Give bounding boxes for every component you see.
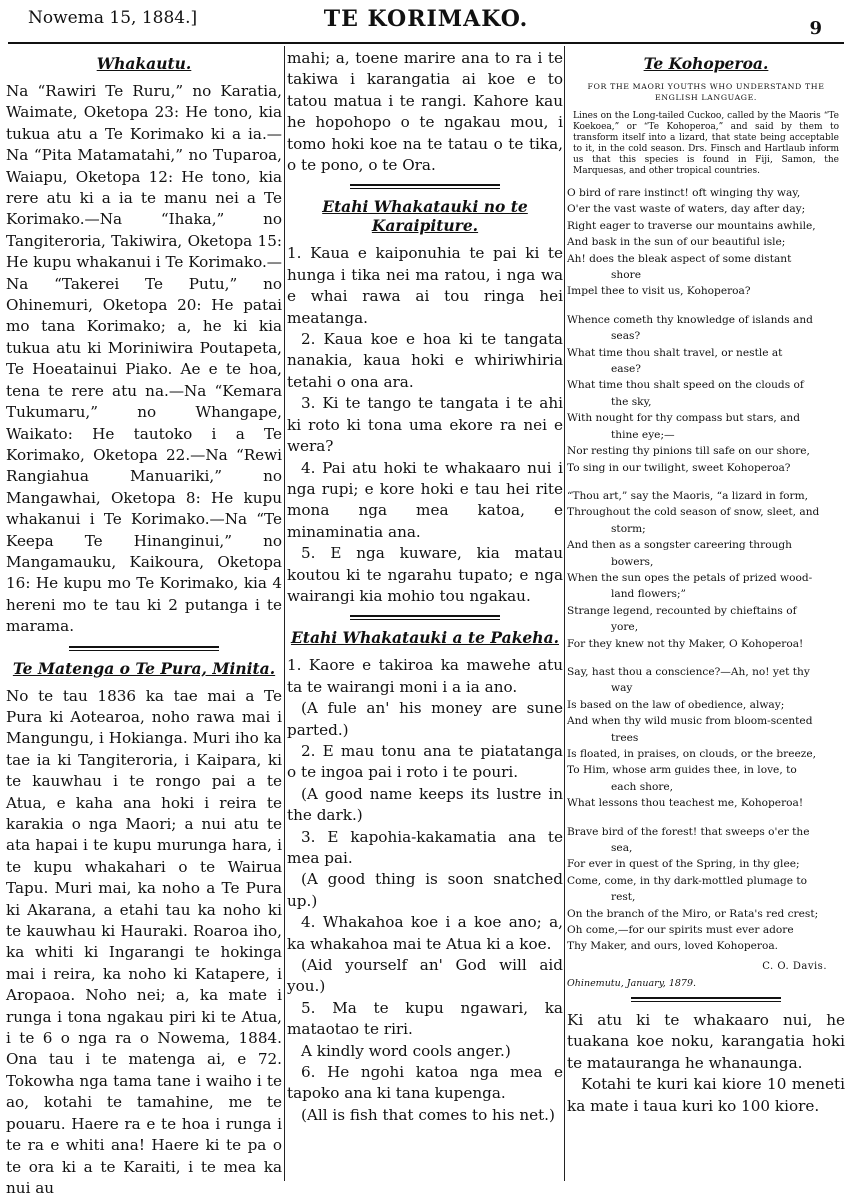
poem-line: Ah! does the bleak aspect of some distant (567, 252, 792, 265)
poem-line: trees (611, 731, 639, 744)
poem-line: Right eager to traverse our mountains awhile, (567, 219, 816, 232)
proverb-item: 4. Whakahoa koe i a koe ano; a, ka whakahoa mai te Atua ki a koe. (287, 913, 563, 953)
column-3 (567, 48, 845, 1177)
poem-line: What time thou shalt travel, or nestle at (567, 346, 783, 359)
proverb-item: 2. Kaua koe e hoa ki te tangata nanakia, kaua hoki e whiriwhiria tetahi o ona ara. (287, 330, 563, 391)
proverb-item: 3. E kapohia-kakamatia ana te mea pai. (287, 827, 563, 867)
proverb-translation: A kindly word cools anger.) (301, 1041, 511, 1060)
proverb-translation: (A fule an' his money are sune parted.) (287, 699, 563, 739)
poem-line: What lessons thou teachest me, Kohoperoa! (567, 797, 804, 810)
poem-line: And then as a songster careering through (567, 539, 793, 552)
matenga-text: No te tau 1836 ka tae mai a Te Pura ki Aotearoa, noho rawa mai i Mangungu, i Hokianga. Muri iho ka tae ia ki Tangiteroria, i Kaipara, ki te kauwhau i te rongo pai a te Atua, e kaha ana hoki i reira te karakia o nga Maori; a nui atu te ata hapai i te kupu murunga hara, i te kupu whakahari o te Wairua Tapu. Muri mai, ka noho a Te Pura ki Akarana, a etahi tau ka noho ki te kauwhau ki Hauraki. Roaroa iho, ka whiti ki Ingarangi te hokinga mai i reira, ka noho ki Katapere, i Aropaoa. Noho nei; a, ka mate i runga i tona ngakau piri ki te Atua, i te 6 o nga ra o Nowema, 1884. Ona tau i te matenga ai, e 72. Tokowha nga tama tane i waiho i te ao, kotahi te tamahine, me te pouaru. Haere ra e te hoa i runga i te ra e whiti ana! Haere ki te pa o te ora ki a te Karaiti, i te mea ka nui au (6, 686, 282, 1197)
poem-line: Brave bird of the forest! that sweeps o'er the (567, 825, 810, 838)
proverb-item: 4. Pai atu hoki te whakaaro nui i nga rupi; e kore hoki e tau hei rite mona nga mea katoa, e minaminatia ana. (287, 458, 563, 541)
poem-stanza (567, 312, 845, 476)
poem-line: For ever in quest of the Spring, in thy glee; (567, 858, 800, 871)
poem-line: For they knew not thy Maker, O Kohoperoa! (567, 637, 804, 650)
proverb-item: 3. Ki te tango te tangata i te ahi ki roto ki tona uma ekore ra nei e wera? (287, 394, 563, 456)
issue-date: Nowema 15, 1884.] (28, 8, 198, 28)
proverb-translation: (A good thing is soon snatched up.) (287, 870, 563, 910)
poem-stanza (567, 664, 845, 812)
proverb-translation: (Aid yourself an' God will aid you.) (287, 956, 563, 996)
proverb-translation: (A good name keeps its lustre in the dark.) (287, 784, 563, 825)
poem-line: And when thy wild music from bloom-scented (567, 715, 813, 728)
top-rule (8, 42, 844, 44)
column-2 (287, 48, 563, 1177)
section-heading-pakeha: Etahi Whakatauki a te Pakeha. (290, 628, 560, 648)
section-heading-matenga: Te Matenga o Te Pura, Minita. (12, 658, 276, 678)
poem-line: Whence cometh thy knowledge of islands and (567, 313, 813, 326)
poem-line: bowers, (611, 555, 654, 568)
poem-line: Oh come,—for our spirits must ever adore (567, 924, 794, 937)
proverb-item: 2. E mau tonu ana te piatatanga o te ingoa pai i roto i te pouri. (287, 741, 563, 782)
poem-line: ease? (611, 363, 641, 376)
poem-line: And bask in the sun of our beautiful isle; (567, 236, 786, 249)
poem-line: storm; (611, 522, 646, 535)
poem-line: Is floated, in praises, on clouds, or the breeze, (567, 748, 816, 760)
poem-line: Nor resting thy pinions till safe on our shore, (567, 445, 810, 458)
newspaper-title: TE KORIMAKO. (323, 6, 529, 32)
column-1 (6, 48, 282, 1197)
poem-line: To sing in our twilight, sweet Kohoperoa? (567, 461, 791, 474)
proverb-item: 1. Kaua e kaiponuhia te pai ki te hunga i tika nei ma ratou, i nga wa e whai rawa ai tou ringa hei meatanga. (287, 244, 563, 327)
poem-line: land flowers;” (611, 588, 686, 601)
poem-stanza (567, 488, 845, 652)
poem-stanza (567, 185, 845, 300)
proverb-translation: (All is fish that comes to his net.) (301, 1105, 555, 1124)
page-number: 9 (809, 18, 822, 39)
poem-line: sea, (611, 842, 633, 855)
proverb-item: 5. Ma te kupu ngawari, ka mataotao te riri. (287, 998, 563, 1039)
poem-signature: C. O. Davis. (762, 960, 827, 972)
poem-line: Impel thee to visit us, Kohoperoa? (567, 285, 751, 298)
section-separator (350, 615, 500, 620)
poem-line: Thy Maker, and ours, loved Kohoperoa. (567, 940, 779, 953)
section-heading-karaipiture: Etahi Whakatauki no te Karaipiture. (322, 197, 528, 236)
poem-line: What time thou shalt speed on the clouds of (567, 379, 804, 392)
poem-dateline: Ohinemutu, January, 1879. (567, 977, 697, 989)
poem-line: When the sun opes the petals of prized wood- (567, 571, 813, 584)
poem-line: O bird of rare instinct! oft winging thy way, (567, 187, 801, 199)
poem-line: “Thou art,” say the Maoris, “a lizard in form, (567, 489, 808, 502)
poem-line: shore (611, 269, 641, 282)
poem-line: Come, come, in thy dark-mottled plumage to (567, 874, 808, 887)
poem-line: Throughout the cold season of snow, sleet, and (567, 506, 820, 519)
section-separator (69, 646, 219, 651)
maori-saying: Kotahi te kuri kai kiore 10 meneti ka mate i taua kuri ko 100 kiore. (567, 1075, 845, 1115)
poem-line: With nought for thy compass but stars, and (567, 412, 801, 425)
proverb-item: 6. He ngohi katoa nga mea e tapoko ana ki tana kupenga. (287, 1063, 563, 1103)
section-separator (350, 184, 500, 189)
poem-line: Strange legend, recounted by chieftains of (567, 604, 797, 617)
poem-line: way (611, 682, 633, 695)
column-divider (284, 46, 285, 1181)
masthead (0, 0, 852, 44)
poem-note: Lines on the Long-tailed Cuckoo, called by the Maoris “Te Koekoea,” or “Te Kohoperoa,” and said by them to transform itself into a lizard, that state being acceptable to it, in the cold season. Drs. Finsch and Hartlaub inform us that this species is found in Fiji, Samon, the Marquesas, and other tropical countries. (573, 111, 839, 176)
section-heading-whakautu: Whakautu. (96, 54, 192, 73)
poem-line: each shore, (611, 780, 674, 793)
poem-line: Say, hast thou a conscience?—Ah, no! yet thy (567, 665, 810, 678)
poem-stanza (567, 824, 845, 955)
poem-line: seas? (611, 330, 641, 343)
poem-line: thine eye;— (611, 428, 675, 441)
proverb-item: 5. E nga kuware, kia matau koutou ki te ngarahu tupato; e nga wairangi kia mohio tou ngakau. (287, 544, 563, 605)
section-separator (631, 997, 781, 1002)
matenga-continued: mahi; a, toene marire ana to ra i te takiwa i karangatia ai koe e to tatou matua i te rangi. Kahore kau he hopohopo o te ngakau mou, i tomo hoki koe na te tatau o te tika, o te pono, o te Ora. (287, 49, 563, 175)
poem-line: O'er the vast waste of waters, day after day; (567, 203, 806, 216)
column-divider (564, 46, 565, 1181)
poem-line: Is based on the law of obedience, alway; (567, 698, 785, 711)
maori-saying: Ki atu ki te whakaaro nui, he tuakana koe noku, karangatia hoki te matauranga he whanaunga. (567, 1010, 845, 1072)
poem-line: To Him, whose arm guides thee, in love, to (567, 764, 797, 777)
proverb-item: 1. Kaore e takiroa ka mawehe atu ta te wairangi moni i a ia ano. (287, 656, 563, 696)
poem-line: rest, (611, 891, 636, 904)
poem-line: the sky, (611, 395, 652, 408)
poem-line: yore, (611, 621, 639, 634)
poem-subtitle: FOR THE MAORI YOUTHS WHO UNDERSTAND THE ENGLISH LANGUAGE. (587, 82, 825, 102)
poem-line: On the branch of the Miro, or Rata's red crest; (567, 907, 819, 920)
whakautu-text: Na “Rawiri Te Ruru,” no Karatia, Waimate, Oketopa 23: He tono, kia tukua atu a Te Korimako ki a ia.—Na “Pita Matamatahi,” no Tuparoa, Waiapu, Oketopa 12: He tono, kia rere atu ki a ia te manu nei a Te Korimako.—Na “Ihaka,” no Tangiteroria, Takiwira, Oketopa 15: He kupu whakanui i Te Korimako.—Na “Takerei Te Putu,” no Ohinemuri, Oketopa 20: He patai mo tana Korimako; a, he ki kia tukua atu ki Moriniwira Poutapeta, Te Hoeatainui Piako. Ae e te hoa, tena te rere atu na.—Na “Kemara Tukumaru,” no Whangape, Waikato: He tautoko i a Te Korimako, Oketopa 22.—Na “Rewi Rangiahua Manuariki,” no Mangawhai, Oketopa 8: He kupu whakanui i Te Korimako.—Na “Te Keepa Te Hinanginui,” no Mangamauku, Kaikoura, Oketopa 16: He kupu mo Te Korimako, kia 4 hereni mo te tau ki 2 putanga i te marama. (6, 82, 282, 636)
section-heading-kohoperoa: Te Kohoperoa. (643, 54, 769, 73)
